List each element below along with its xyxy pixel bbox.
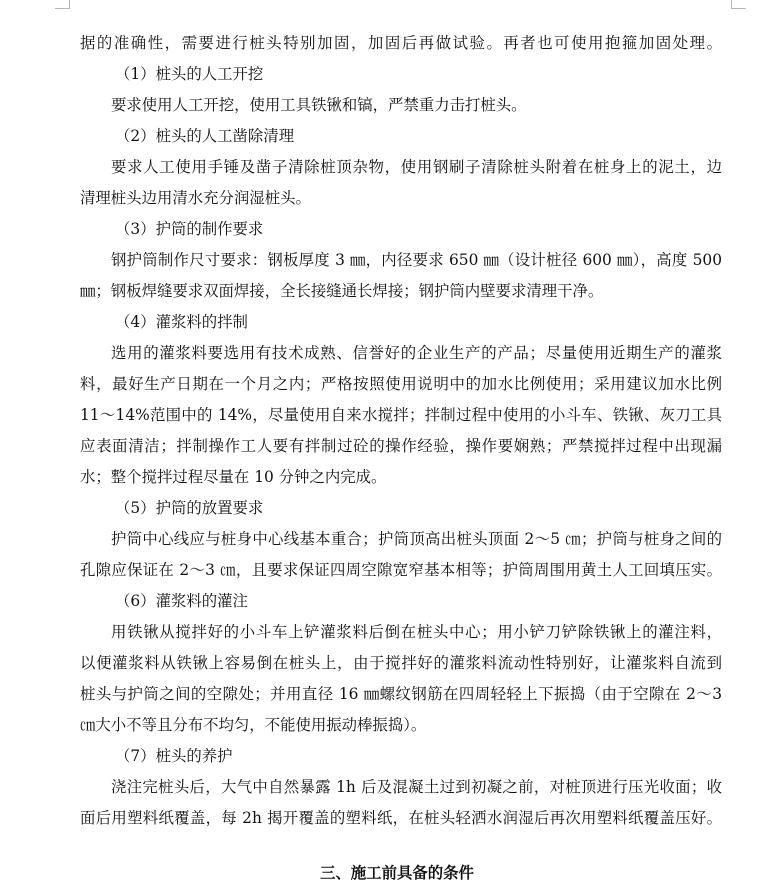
body-line: 桩头与护筒之间的空隙处；并用直径 16 ㎜螺纹钢筋在四周轻轻上下振捣（由于空隙在 2～3 (80, 685, 722, 703)
body-line: ㎝大小不等且分布不均匀，不能使用振动棒振捣）。 (80, 716, 427, 734)
subheading-casing-fabrication: （3）护筒的制作要求 (115, 220, 264, 238)
body-line: 11～14%范围中的 14%，尽量使用自来水搅拌；拌制过程中使用的小斗车、铁锹、灰刀工具 (80, 406, 722, 424)
page-corner-mark-right (731, 0, 746, 9)
section-heading-preconditions: 三、施工前具备的条件 (320, 864, 474, 882)
subheading-pile-head-chiseling: （2）桩头的人工凿除清理 (115, 127, 295, 145)
subheading-grout-mixing: （4）灌浆料的拌制 (115, 313, 248, 331)
body-line: 护筒中心线应与桩身中心线基本重合；护筒顶高出桩头顶面 2～5 ㎝；护筒与桩身之间的 (111, 530, 722, 548)
body-line: 用铁锹从搅拌好的小斗车上铲灌浆料后倒在桩头中心；用小铲刀铲除铁锹上的灌注料， (111, 623, 722, 641)
body-line: 水；整个搅拌过程尽量在 10 分钟之内完成。 (80, 468, 387, 486)
body-line: 孔隙应保证在 2～3 ㎝，且要求保证四周空隙宽窄基本相等；护筒周围用黄土人工回填压实。 (80, 561, 722, 579)
body-line: 面后用塑料纸覆盖，每 2h 揭开覆盖的塑料纸，在桩头轻洒水润湿后再次用塑料纸覆盖压好。 (80, 809, 722, 827)
body-line: 料，最好生产日期在一个月之内；严格按照使用说明中的加水比例使用；采用建议加水比例 (80, 375, 722, 393)
body-line: 据的准确性，需要进行桩头特别加固，加固后再做试验。再者也可使用抱箍加固处理。 (80, 34, 722, 52)
body-line: ㎜；钢板焊缝要求双面焊接，全长接缝通长焊接；钢护筒内壁要求清理干净。 (80, 282, 604, 300)
subheading-pile-head-excavation: （1）桩头的人工开挖 (115, 65, 264, 83)
body-line: 选用的灌浆料要选用有技术成熟、信誉好的企业生产的产品；尽量使用近期生产的灌浆 (111, 344, 722, 362)
page-corner-mark-left (55, 0, 70, 9)
body-line: 要求使用人工开挖，使用工具铁锹和镐，严禁重力击打桩头。 (111, 96, 527, 114)
subheading-casing-placement: （5）护筒的放置要求 (115, 499, 264, 517)
subheading-pile-head-curing: （7）桩头的养护 (115, 747, 233, 765)
body-line: 应表面清洁；拌制操作工人要有拌制过砼的操作经验，操作要娴熟；严禁搅拌过程中出现漏 (80, 437, 722, 455)
body-line: 以便灌浆料从铁锹上容易倒在桩头上，由于搅拌好的灌浆料流动性特别好，让灌浆料自流到 (80, 654, 722, 672)
body-line: 浇注完桩头后，大气中自然暴露 1h 后及混凝土过到初凝之前，对桩顶进行压光收面；收 (111, 778, 722, 796)
body-line: 要求人工使用手锤及凿子清除桩顶杂物，使用钢刷子清除桩头附着在桩身上的泥土，边 (111, 158, 722, 176)
body-line: 钢护筒制作尺寸要求：钢板厚度 3 ㎜，内径要求 650 ㎜（设计桩径 600 ㎜），高度 500 (111, 251, 722, 269)
subheading-grout-pouring: （6）灌浆料的灌注 (115, 592, 248, 610)
body-line: 清理桩头边用清水充分润湿桩头。 (80, 189, 311, 207)
